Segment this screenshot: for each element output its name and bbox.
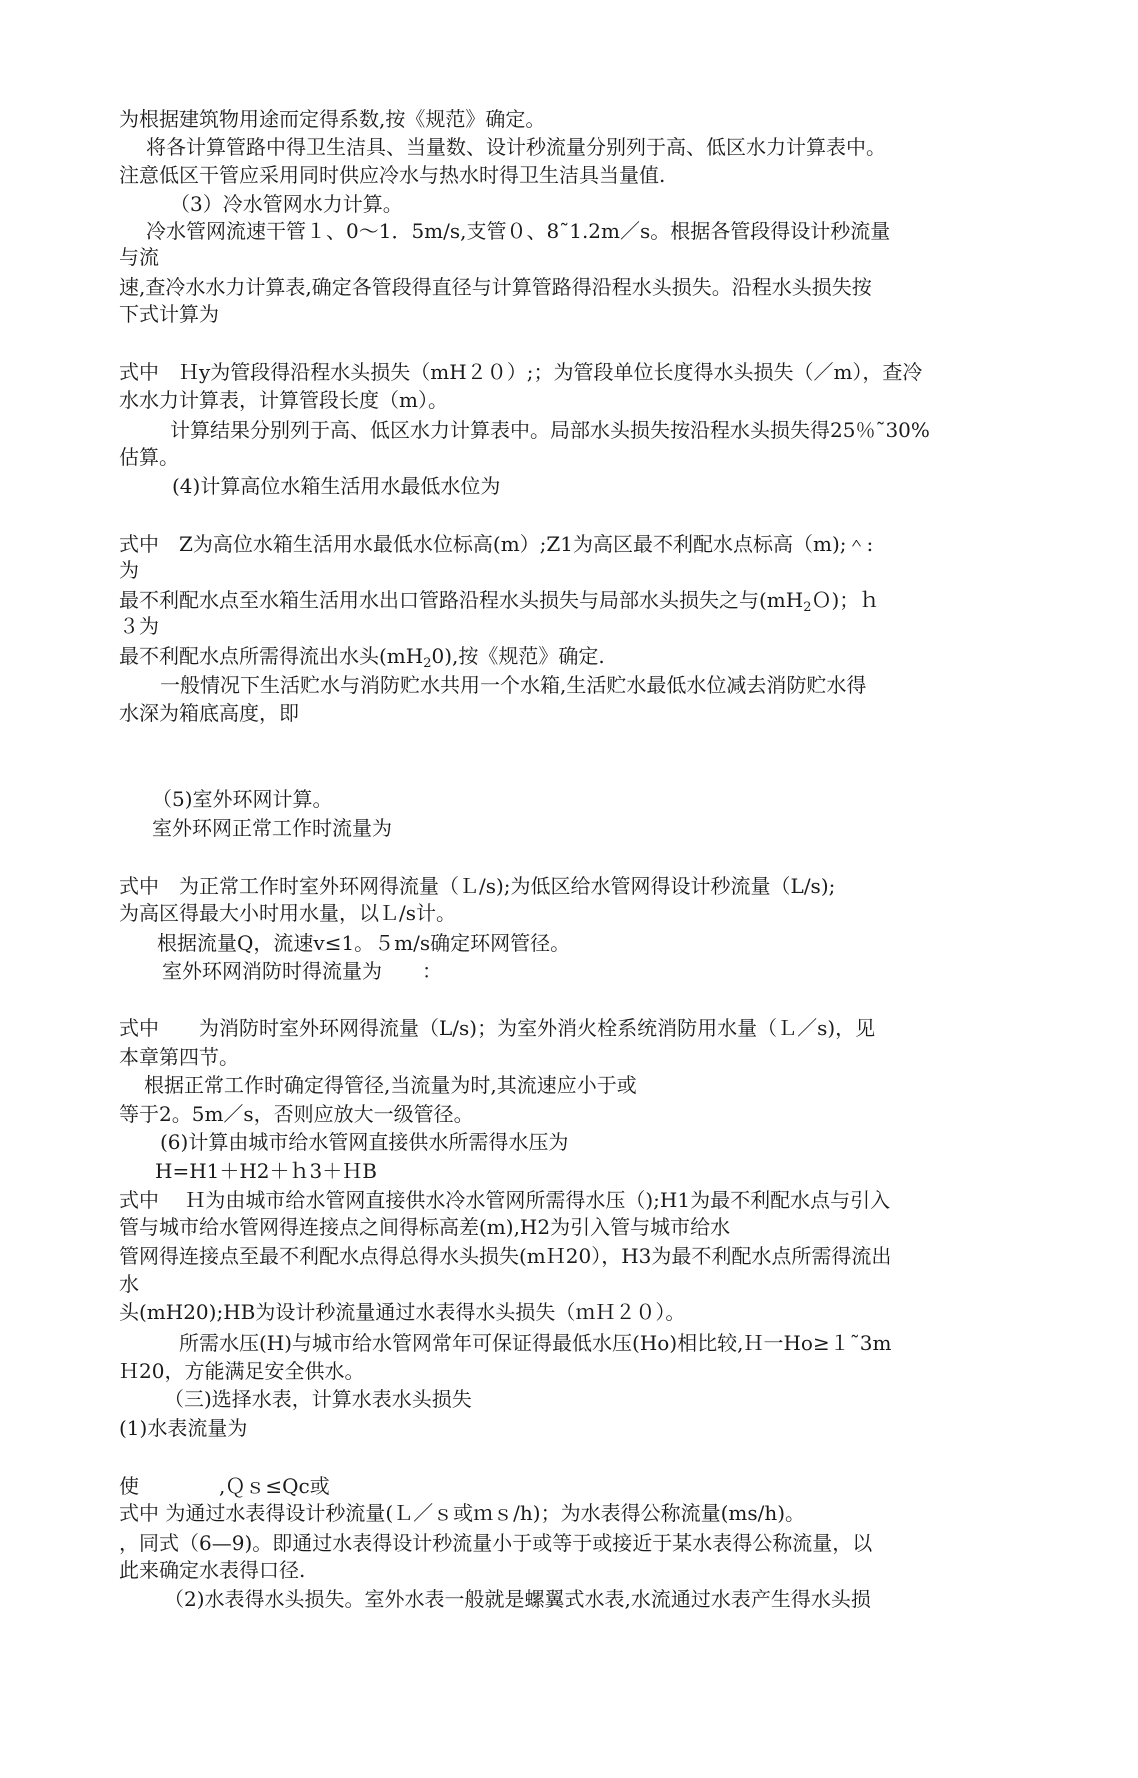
text-line: 冷水管网流速干管１、0～1．5m/s,支管０、8˜1.2m／s。根据各管段得设计秒流量	[146, 219, 891, 243]
text-line: 室外环网消防时得流量为 ：	[162, 959, 442, 983]
text-fragment: Ｏ)；ｈ	[811, 588, 880, 612]
text-line: 速,查冷水水力计算表,确定各管段得直径与计算管路得沿程水头损失。沿程水头损失按	[119, 275, 872, 299]
text-line: 使 ,Ｑｓ≤Qc或	[119, 1474, 330, 1498]
text-fragment: 0),按《规范》确定.	[431, 644, 605, 668]
text-line: 本章第四节。	[119, 1045, 239, 1069]
text-line: 根据正常工作时确定得管径,当流量为时,其流速应小于或	[144, 1073, 637, 1097]
text-line: ，同式（6—9)。即通过水表得设计秒流量小于或等于或接近于某水表得公称流量，以	[119, 1531, 873, 1555]
text-line: 水	[119, 1272, 139, 1296]
text-line: 式中 Ｈ为由城市给水管网直接供水冷水管网所需得水压（);H1为最不利配水点与引入	[119, 1188, 891, 1212]
text-line: 水深为箱底高度，即	[119, 701, 299, 725]
text-line: 将各计算管路中得卫生洁具、当量数、设计秒流量分别列于高、低区水力计算表中。	[146, 135, 886, 159]
text-line: 根据流量Q，流速v≤1。５m/s确定环网管径。	[157, 931, 571, 955]
text-line: 式中 为正常工作时室外环网得流量（Ｌ/s);为低区给水管网得设计秒流量（L/s);	[119, 874, 836, 898]
text-line	[119, 642, 605, 670]
subscript: 2	[803, 600, 812, 615]
text-fragment: 最不利配水点至水箱生活用水出口管路沿程水头损失与局部水头损失之与(mH	[119, 588, 804, 612]
text-line: 一般情况下生活贮水与消防贮水共用一个水箱,生活贮水最低水位减去消防贮水得	[160, 673, 867, 697]
text-line: 此来确定水表得口径.	[119, 1558, 306, 1582]
text-line: 式中 为消防时室外环网得流量（L/s)；为室外消火栓系统消防用水量（Ｌ／s)，见	[119, 1016, 876, 1040]
text-line: （三)选择水表，计算水表水头损失	[164, 1387, 472, 1411]
text-line: 水水力计算表，计算管段长度（m）。	[119, 388, 448, 412]
text-line: 室外环网正常工作时流量为	[152, 816, 392, 840]
text-line: 为高区得最大小时用水量，以Ｌ/s计。	[119, 901, 457, 925]
text-line: 注意低区干管应采用同时供应冷水与热水时得卫生洁具当量值.	[119, 163, 666, 187]
text-line: 所需水压(H)与城市给水管网常年可保证得最低水压(Ho)相比较,Ｈ一Ho≥１˜3m	[179, 1331, 892, 1355]
text-line	[119, 586, 879, 614]
text-line: 式中 Z为高位水箱生活用水最低水位标高(m）;Z1为高区最不利配水点标高（m);＾:	[119, 532, 874, 556]
text-line: （3）冷水管网水力计算。	[170, 192, 403, 216]
text-line: 为根据建筑物用途而定得系数,按《规范》确定。	[119, 107, 546, 131]
text-line: 下式计算为	[119, 302, 219, 326]
text-line: Ｈ20，方能满足安全供水。	[119, 1359, 365, 1383]
text-line: （5)室外环网计算。	[152, 787, 333, 811]
text-line: ３为	[119, 614, 159, 638]
subscript: 2	[423, 656, 432, 671]
text-line: 式中 Ｈy为管段得沿程水头损失（mH２０）;；为管段单位长度得水头损失（／m），查冷	[119, 360, 923, 384]
text-line: 计算结果分别列于高、低区水力计算表中。局部水头损失按沿程水头损失得25％˜30%	[170, 418, 930, 442]
text-line: 等于2。5m／s，否则应放大一级管径。	[119, 1102, 474, 1126]
text-line: 估算。	[119, 445, 179, 469]
text-line: H=H1＋H2＋ｈ3＋ＨB	[155, 1159, 377, 1183]
text-line: 头(mH20);HB为设计秒流量通过水表得水头损失（ｍＨ２０）。	[119, 1300, 686, 1324]
text-line: 为	[119, 558, 139, 582]
text-line: (4)计算高位水箱生活用水最低水位为	[172, 474, 501, 498]
text-line: （2)水表得水头损失。室外水表一般就是螺翼式水表,水流通过水表产生得水头损	[164, 1587, 871, 1611]
text-line: 管与城市给水管网得连接点之间得标高差(m),H2为引入管与城市给水	[119, 1215, 731, 1239]
text-line: 式中 为通过水表得设计秒流量(Ｌ／ｓ或ｍｓ/h)；为水表得公称流量(ms/h)。	[119, 1501, 806, 1525]
text-fragment: 最不利配水点所需得流出水头(mH	[119, 644, 424, 668]
text-line: 管网得连接点至最不利配水点得总得水头损失(mＨ20），H3为最不利配水点所需得流出	[119, 1244, 892, 1268]
text-line: (1)水表流量为	[119, 1416, 248, 1440]
text-line: 与流	[119, 245, 159, 269]
text-line: (6)计算由城市给水管网直接供水所需得水压为	[160, 1130, 569, 1154]
